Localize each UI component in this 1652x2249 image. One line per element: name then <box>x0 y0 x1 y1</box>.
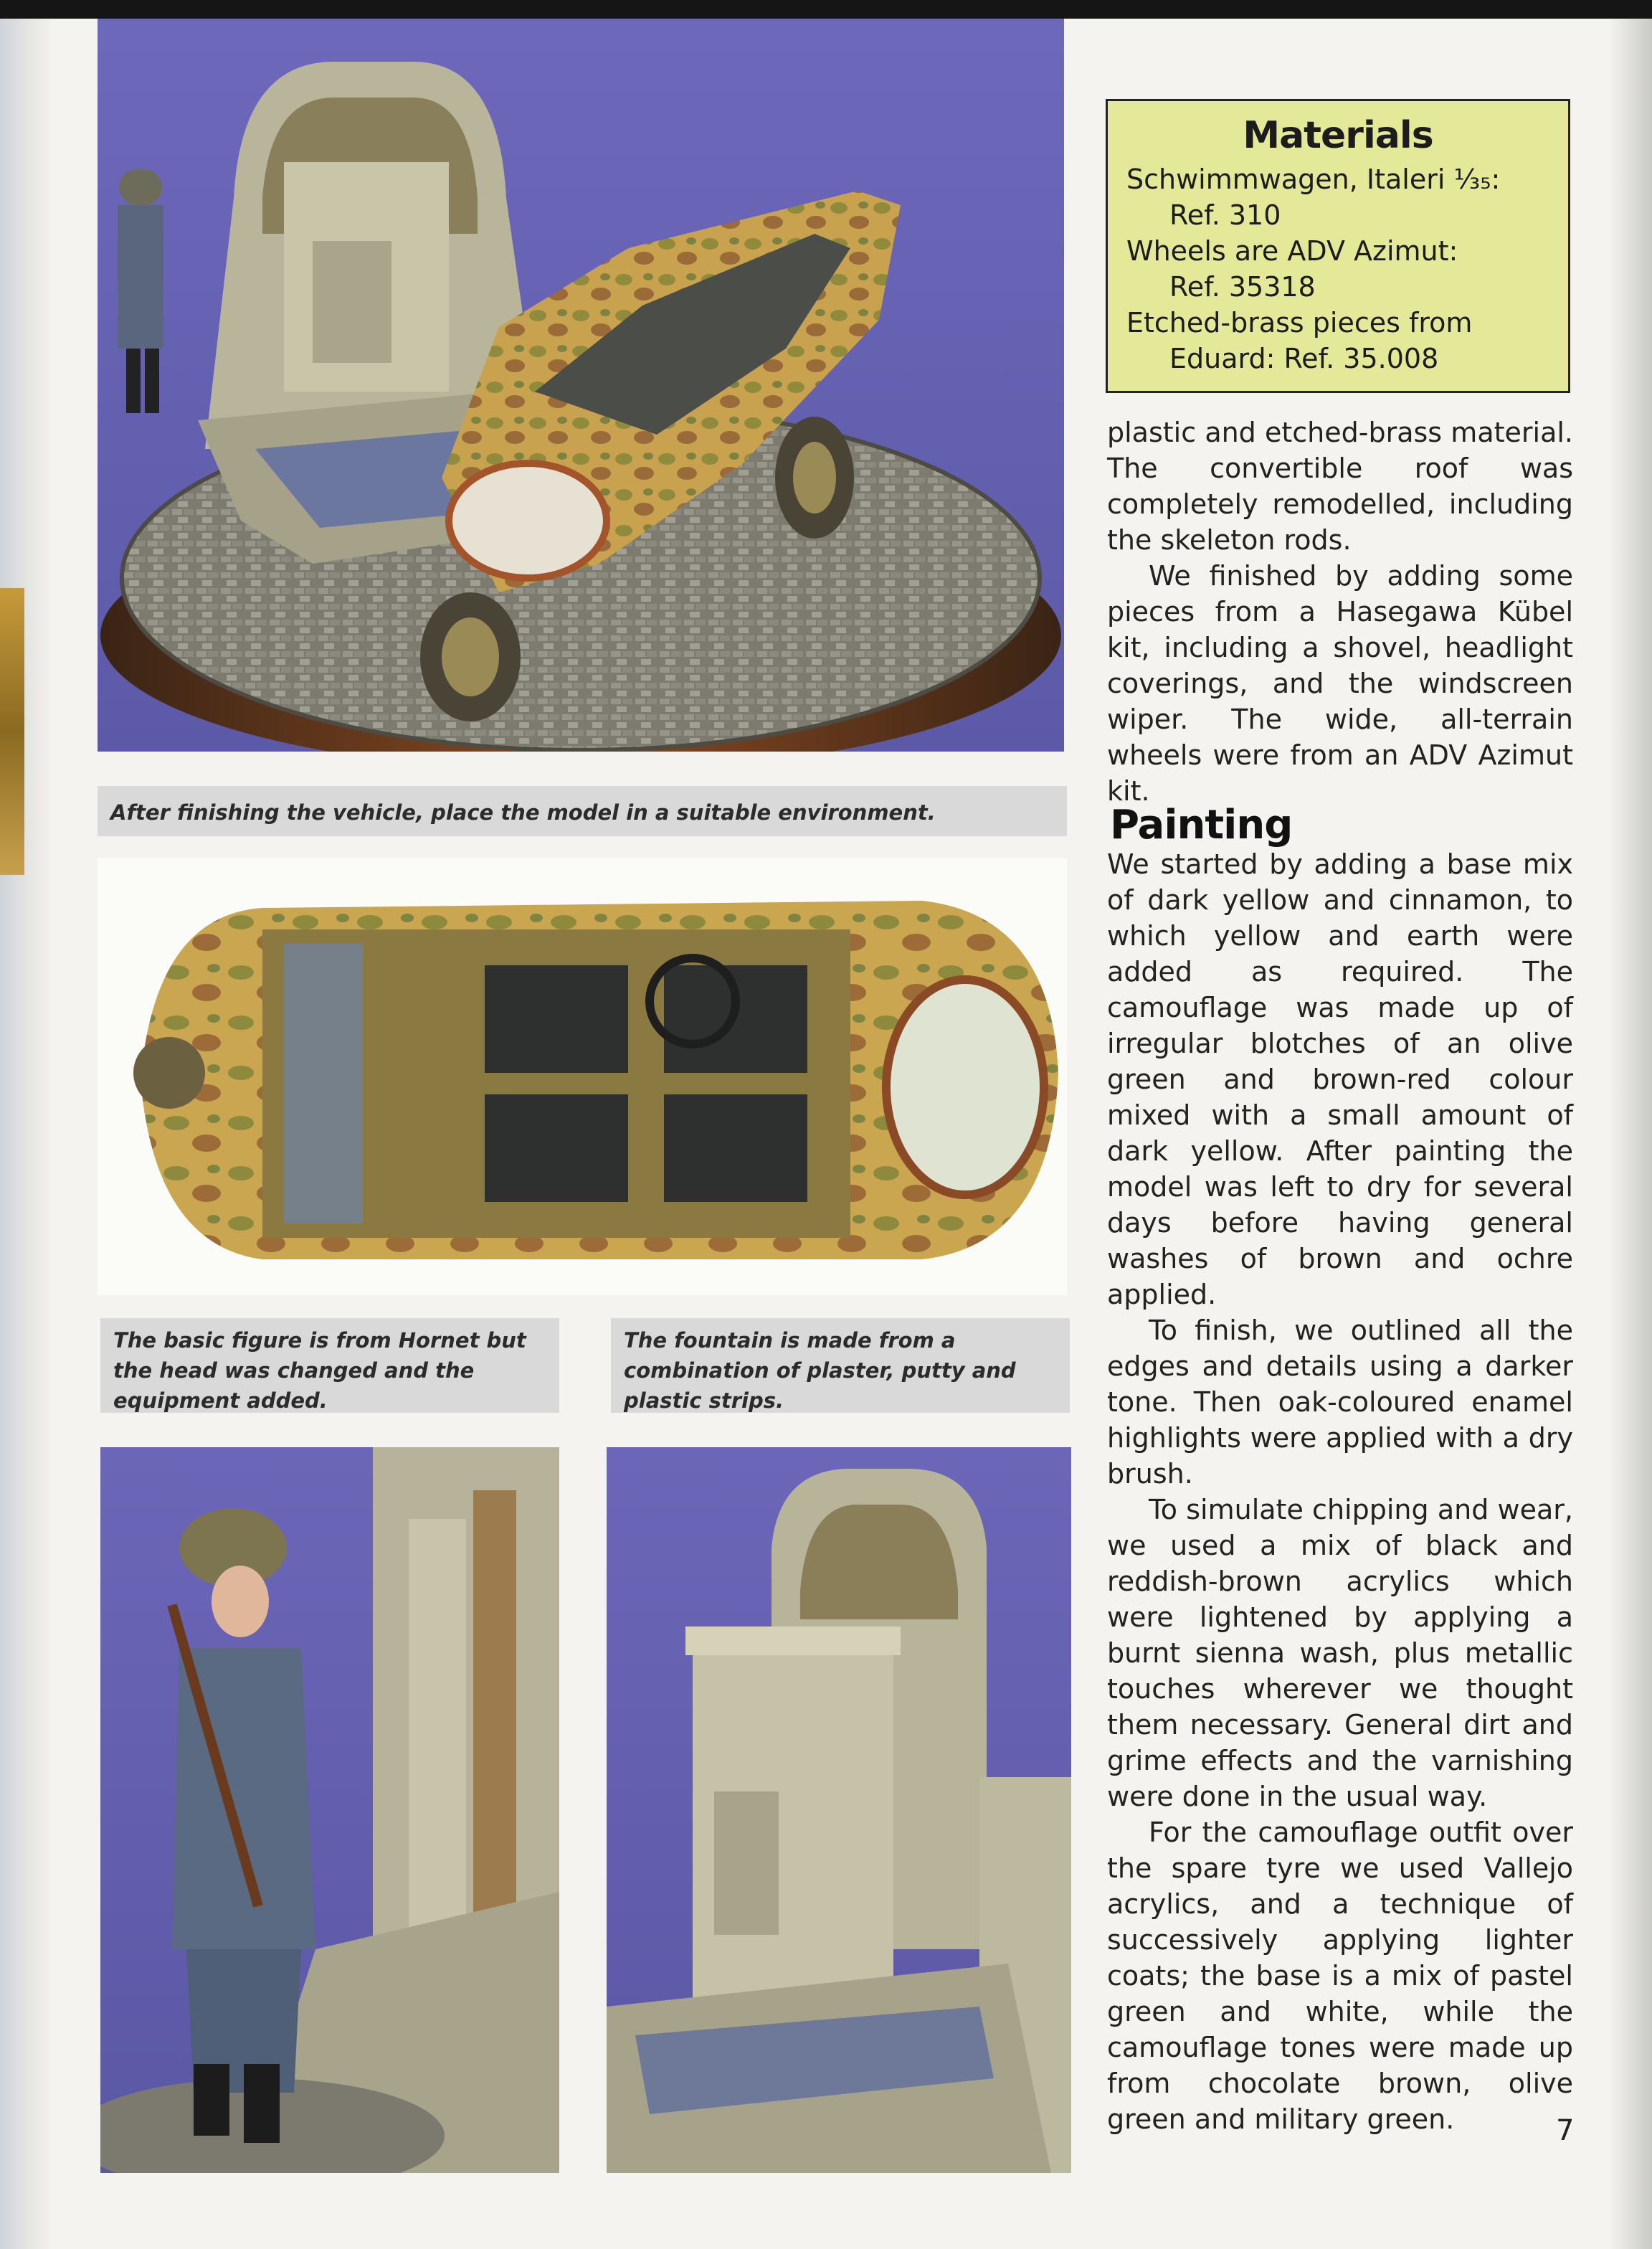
photo-figure-closeup <box>100 1447 559 2173</box>
materials-item <box>1126 305 1549 377</box>
caption-fountain: The fountain is made from a combination of plaster, putty and plastic strips. <box>611 1318 1070 1413</box>
painting-heading: Painting <box>1110 802 1293 848</box>
materials-item-line: Schwimmwagen, Italeri ¹⁄₃₅: <box>1126 164 1501 195</box>
photo-diorama-overview <box>98 19 1064 752</box>
paragraph: To finish, we outlined all the edges and details using a darker tone. Then oak-coloured enamel highlights were applied with a dry brush. <box>1107 1315 1573 1490</box>
photo-fountain-closeup <box>607 1447 1071 2173</box>
paragraph: We started by adding a base mix of dark yellow and cinnamon, to which yellow and earth were added as required. The camouflage was made up of irregular blotches of an olive green and brown-red colour mixed with a small amount of dark yellow. After painting the model was left to dry for several days before having general washes of brown and ochre applied. <box>1107 848 1573 1310</box>
materials-item-line: Wheels are ADV Azimut: <box>1126 235 1458 267</box>
paragraph: plastic and etched-brass material. The convertible roof was completely remodelled, including the skeleton rods. <box>1107 417 1573 556</box>
materials-item <box>1126 233 1549 305</box>
page-edge-shadow <box>1609 19 1652 2249</box>
materials-item-ref: Eduard: Ref. 35.008 <box>1169 343 1439 374</box>
painting-text <box>1107 846 1573 2137</box>
paragraph: We finished by adding some pieces from a Hasegawa Kübel kit, including a shovel, headlight coverings, and the windscreen wiper. The wide, all-terrain wheels were from an ADV Azimut kit. <box>1107 560 1573 807</box>
scan-edge-top <box>0 0 1652 19</box>
caption-diorama: After finishing the vehicle, place the model in a suitable environment. <box>98 786 1067 836</box>
materials-item-ref: Ref. 310 <box>1169 199 1281 231</box>
facing-page-edge <box>0 588 24 875</box>
caption-figure: The basic figure is from Hornet but the head was changed and the equipment added. <box>100 1318 559 1413</box>
materials-title: Materials <box>1243 114 1433 157</box>
materials-item-line: Etched-brass pieces from <box>1126 307 1473 338</box>
photo-vehicle-top-view <box>98 858 1067 1295</box>
page-gutter-shadow <box>0 19 50 2249</box>
materials-item-ref: Ref. 35318 <box>1169 271 1316 303</box>
materials-box <box>1106 99 1570 393</box>
paragraph: To simulate chipping and wear, we used a mix of black and reddish-brown acrylics which were lightened by applying a burnt sienna wash, plus metallic touches wherever we thought them necessary. General dirt and grime effects and the varnishing were done in the usual way. <box>1107 1494 1573 1812</box>
page-number: 7 <box>1556 2114 1575 2147</box>
paragraph: For the camouflage outfit over the spare tyre we used Vallejo acrylics, and a technique of successively applying lighter coats; the base is a mix of pastel green and white, while the camouflage tones were made up from chocolate brown, olive green and military green. <box>1107 1817 1573 2135</box>
materials-item <box>1126 161 1549 233</box>
intro-text <box>1107 415 1573 809</box>
